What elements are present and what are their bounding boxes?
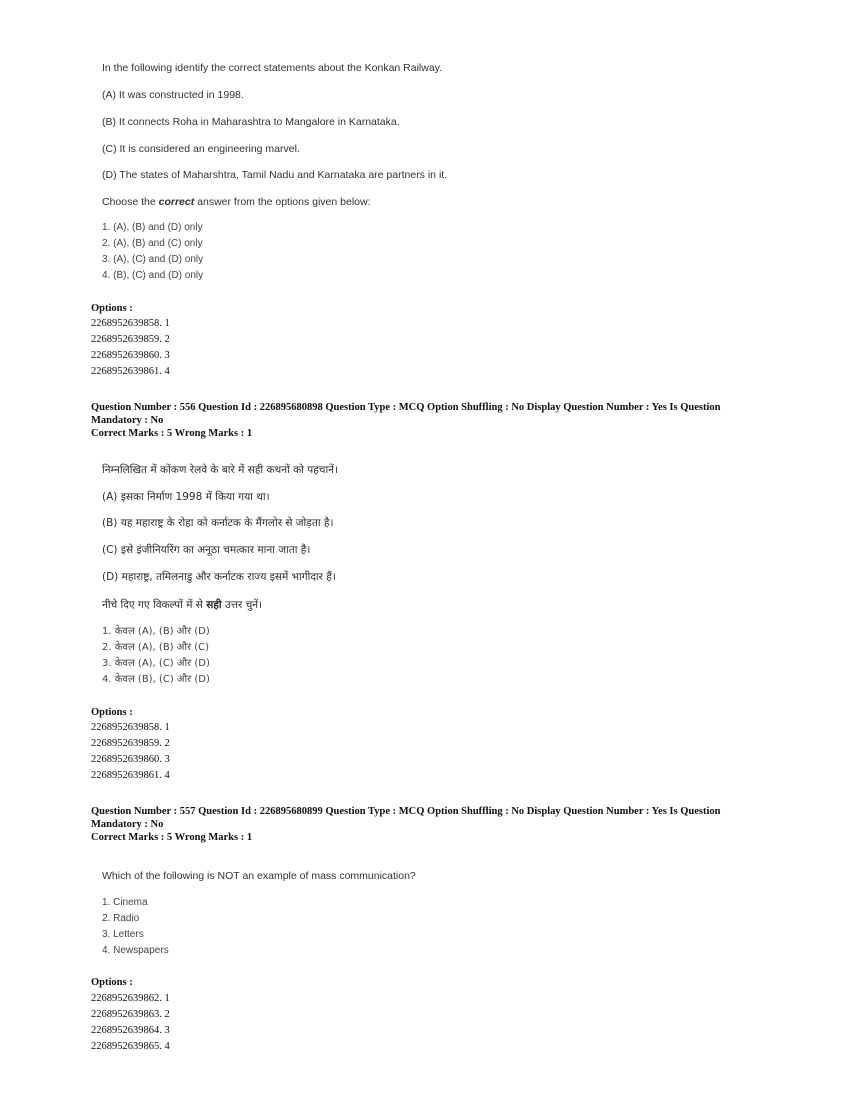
q557-meta-line2: Mandatory : No — [91, 819, 164, 830]
q555-choice-2: 2. (A), (B) and (C) only — [102, 238, 203, 249]
q555-instruction — [102, 196, 371, 208]
q556-stem: निम्नलिखित में कोंकण रेलवे के बारे में सही कथनों को पहचानें। — [102, 464, 338, 476]
q556-instruction-post: उत्तर चुनें। — [221, 599, 263, 611]
q555-options-label: Options : — [91, 303, 133, 314]
q555-option-id-3: 2268952639860. 3 — [91, 350, 170, 361]
q555-option-id-1: 2268952639858. 1 — [91, 318, 170, 329]
q556-option-id-1: 2268952639858. 1 — [91, 722, 170, 733]
q556-meta-line2: Mandatory : No — [91, 415, 164, 426]
q555-statement-a: (A) It was constructed in 1998. — [102, 89, 244, 101]
q555-statement-c: (C) It is considered an engineering marvel. — [102, 143, 300, 155]
q557-choice-2: 2. Radio — [102, 913, 140, 924]
q556-choice-2: 2. केवल (A), (B) और (C) — [102, 642, 210, 653]
q555-instruction-pre: Choose the — [102, 196, 159, 208]
q555-instruction-emph: correct — [158, 196, 195, 208]
q557-marks: Correct Marks : 5 Wrong Marks : 1 — [91, 832, 253, 843]
q557-option-id-4: 2268952639865. 4 — [91, 1041, 170, 1052]
q557-option-id-3: 2268952639864. 3 — [91, 1025, 170, 1036]
q557-options-label: Options : — [91, 977, 133, 988]
q556-instruction — [102, 598, 262, 612]
q556-statement-d: (D) महाराष्ट्र, तमिलनाडु और कर्नाटक राज्य इसमें भागीदार हैं। — [102, 571, 336, 583]
q556-choice-3: 3. केवल (A), (C) और (D) — [102, 658, 210, 669]
q556-option-id-4: 2268952639861. 4 — [91, 770, 170, 781]
q557-choice-3: 3. Letters — [102, 929, 144, 940]
q555-statement-d: (D) The states of Maharshtra, Tamil Nadu and Karnataka are partners in it. — [102, 169, 448, 181]
q557-stem: Which of the following is NOT an example of mass communication? — [102, 870, 416, 882]
q556-instruction-emph: सही — [206, 599, 222, 611]
q555-option-id-4: 2268952639861. 4 — [91, 366, 170, 377]
q555-choice-3: 3. (A), (C) and (D) only — [102, 254, 204, 265]
q556-marks: Correct Marks : 5 Wrong Marks : 1 — [91, 428, 253, 439]
q555-choice-1: 1. (A), (B) and (D) only — [102, 222, 203, 233]
q555-option-id-2: 2268952639859. 2 — [91, 334, 170, 345]
q557-option-id-1: 2268952639862. 1 — [91, 993, 170, 1004]
q556-option-id-2: 2268952639859. 2 — [91, 738, 170, 749]
q556-statement-c: (C) इसे इंजीनियरिंग का अनूठा चमत्कार माना जाता है। — [102, 544, 311, 556]
q556-choice-4: 4. केवल (B), (C) और (D) — [102, 674, 210, 685]
q557-choice-1: 1. Cinema — [102, 897, 148, 908]
q557-option-id-2: 2268952639863. 2 — [91, 1009, 170, 1020]
q556-statement-b: (B) यह महाराष्ट्र के रोहा को कर्नाटक के मैंगलोर से जोड़ता है। — [102, 517, 334, 529]
q556-options-label: Options : — [91, 707, 133, 718]
q557-meta-line1: Question Number : 557 Question Id : 226895680899 Question Type : MCQ Option Shuffling : No Display Question Number : Yes Is Question — [91, 806, 721, 817]
q556-meta-line1: Question Number : 556 Question Id : 226895680898 Question Type : MCQ Option Shuffling : No Display Question Number : Yes Is Question — [91, 402, 721, 413]
q556-statement-a: (A) इसका निर्माण 1998 में किया गया था। — [102, 491, 270, 503]
q556-instruction-pre: नीचे दिए गए विकल्पों में से — [102, 599, 207, 611]
q556-choice-1: 1. केवल (A), (B) और (D) — [102, 626, 210, 637]
q555-statement-b: (B) It connects Roha in Maharashtra to Mangalore in Karnataka. — [102, 116, 400, 128]
q557-choice-4: 4. Newspapers — [102, 945, 169, 956]
q555-stem: In the following identify the correct statements about the Konkan Railway. — [102, 62, 443, 74]
q556-option-id-3: 2268952639860. 3 — [91, 754, 170, 765]
q555-choice-4: 4. (B), (C) and (D) only — [102, 270, 204, 281]
q555-instruction-post: answer from the options given below: — [194, 196, 371, 208]
